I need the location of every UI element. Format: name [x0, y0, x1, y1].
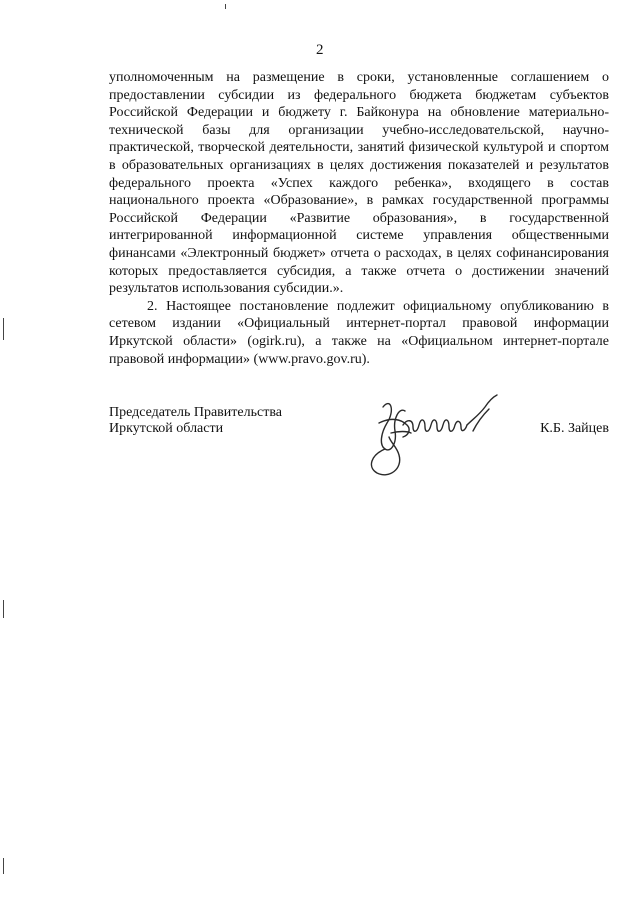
- scan-speck: [3, 858, 4, 874]
- signer-title-line-1: Председатель Правительства: [109, 405, 282, 420]
- paragraph-publication-clause: 2. Настоящее постановление подлежит официальному опубликованию в сетевом издании «Официальный интернет-портал правовой информации Иркутской области» (ogirk.ru), а также на «Официальном интернет-портале правовой информации» (www.pravo.gov.ru).: [109, 298, 609, 367]
- document-body: [109, 69, 609, 368]
- scan-speck: [3, 600, 4, 618]
- signature-block: [109, 405, 609, 485]
- paragraph-continuation: уполномоченным на размещение в сроки, установленные соглашением о предоставлении субсидии из федерального бюджета бюджетам субъектов Российской Федерации и бюджету г. Байконура на обновление материально-технической базы для организации учебно-исследовательской, научно-практической, творческой деятельности, занятий физической культурой и спортом в образовательных организациях в целях достижения показателей и результатов федерального проекта «Успех каждого ребенка», входящего в состав национального проекта «Образование», в рамках государственной программы Российской Федерации «Развитие образования», в государственной интегрированной информационной системе управления общественными финансами «Электронный бюджет» отчета о расходах, в целях софинансирования которых предоставляется субсидия, а также отчета о достижении значений результатов использования субсидии.».: [109, 70, 609, 297]
- page-number: 2: [316, 42, 324, 58]
- scan-speck: [225, 4, 226, 9]
- signer-title-line-2: Иркутской области: [109, 421, 224, 436]
- handwritten-signature: [361, 393, 511, 483]
- signer-name: К.Б. Зайцев: [540, 421, 609, 436]
- signer-title: [109, 405, 282, 437]
- scan-speck: [3, 318, 4, 340]
